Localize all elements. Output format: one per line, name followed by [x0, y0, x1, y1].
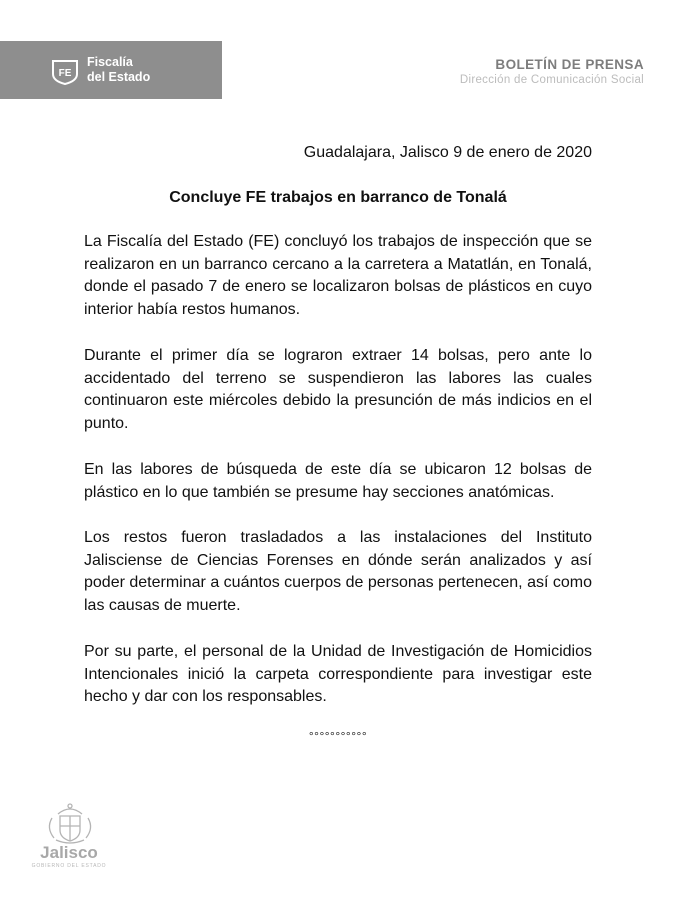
brand-line-2: del Estado [87, 70, 151, 84]
fe-badge-text: FE [58, 68, 72, 79]
fe-shield-icon [50, 59, 80, 85]
headline: Concluye FE trabajos en barranco de Tonalá [169, 189, 507, 206]
closing-separator: °°°°°°°°°°° [308, 729, 368, 743]
brand-name [87, 55, 150, 85]
brand-line-1: Fiscalía [87, 55, 133, 69]
jalisco-logo-word: Jalisco [40, 843, 98, 862]
paragraph-2: Durante el primer día se lograron extraer 14 bolsas, pero ante lo accidentado del terreno se suspendieron las labores las cuales continuaron este miércoles debido la presunción de más indicios en el punto. [84, 347, 592, 433]
paragraph-3: En las labores de búsqueda de este día se ubicaron 12 bolsas de plástico en lo que también se presume hay secciones anatómicas. [84, 461, 592, 501]
paragraph-5: Por su parte, el personal de la Unidad de Investigación de Homicidios Intencionales inició la carpeta correspondiente para investigar este hecho y dar con los responsables. [84, 643, 592, 706]
bulletin-subtitle: Dirección de Comunicación Social [459, 74, 644, 86]
dateline: Guadalajara, Jalisco 9 de enero de 2020 [303, 144, 592, 161]
jalisco-logo-subtitle: GOBIERNO DEL ESTADO [31, 863, 107, 869]
bulletin-title: BOLETÍN DE PRENSA [495, 57, 644, 72]
paragraph-4: Los restos fueron trasladados a las instalaciones del Instituto Jalisciense de Ciencias Forenses en dónde serán analizados y así poder determinar a cuántos cuerpos de personas pertenecen, así como las causas de muerte. [84, 529, 592, 615]
paragraph-1: La Fiscalía del Estado (FE) concluyó los trabajos de inspección que se realizaron en un barranco cercano a la carretera a Matatlán, en Tonalá, donde el pasado 7 de enero se localizaron bolsas de plásticos en cuyo interior había restos humanos. [84, 233, 592, 319]
